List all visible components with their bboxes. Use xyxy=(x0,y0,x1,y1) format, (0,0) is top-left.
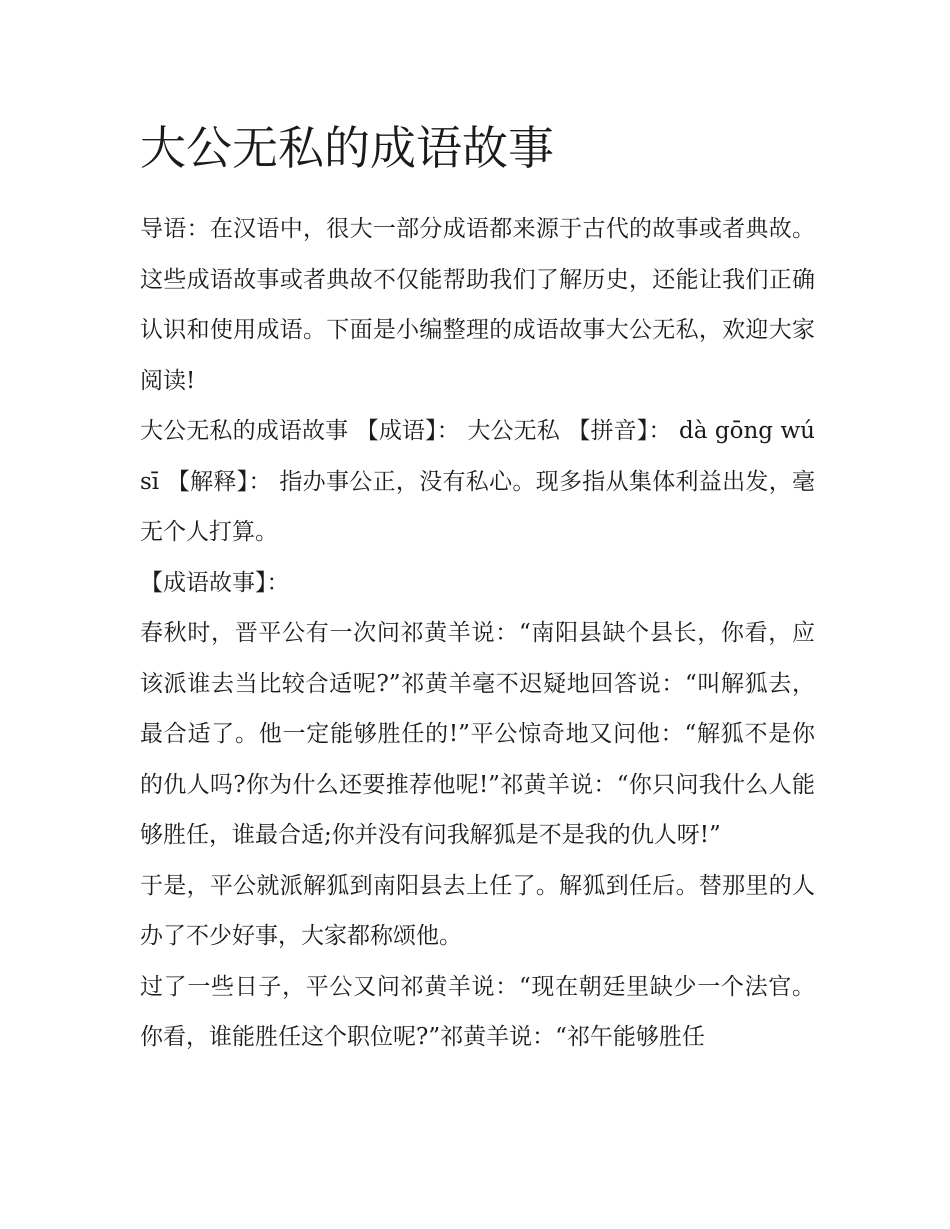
paragraph-story-1: 春秋时，晋平公有一次问祁黄羊说：“南阳县缺个县长，你看，应该派谁去当比较合适呢?”祁黄羊毫不迟疑地回答说：“叫解狐去，最合适了。他一定能够胜任的!”平公惊奇地又问他：“解狐不是你的仇人吗?你为什么还要推荐他呢!”祁黄羊说：“你只问我什么人能够胜任，谁最合适;你并没有问我解狐是不是我的仇人呀!” xyxy=(140,620,815,848)
paragraph-intro: 导语：在汉语中，很大一部分成语都来源于古代的故事或者典故。这些成语故事或者典故不仅能帮助我们了解历史，还能让我们正确认识和使用成语。下面是小编整理的成语故事大公无私，欢迎大家阅读! xyxy=(140,216,815,394)
paragraph-idiom-info: 大公无私的成语故事 【成语】： 大公无私 【拼音】： dà gōng wú sī 【解释】： 指办事公正，没有私心。现多指从集体利益出发，毫无个人打算。 xyxy=(140,418,815,545)
paragraph-story-2: 于是，平公就派解狐到南阳县去上任了。解狐到任后。替那里的人办了不少好事，大家都称颂他。 xyxy=(140,872,815,949)
paragraph-story-heading: 【成语故事】： xyxy=(140,569,290,596)
document-page xyxy=(140,118,815,1063)
paragraph-story-3: 过了一些日子，平公又问祁黄羊说：“现在朝廷里缺少一个法官。你看，谁能胜任这个职位呢?”祁黄羊说：“祁午能够胜任 xyxy=(140,973,815,1050)
document-title: 大公无私的成语故事 xyxy=(140,121,554,175)
